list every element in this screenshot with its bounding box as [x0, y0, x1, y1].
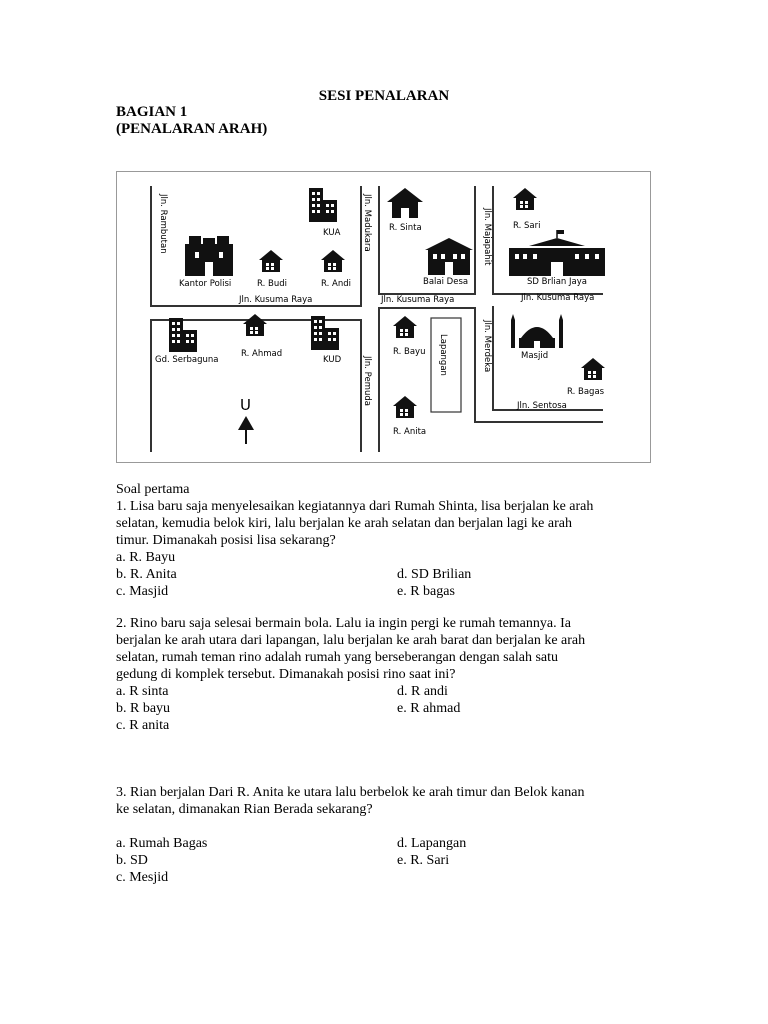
question-2-block	[116, 615, 656, 683]
masjid-icon	[511, 314, 563, 348]
kantor-polisi-icon	[185, 236, 233, 276]
sd-brilian-icon	[509, 230, 605, 276]
r-andi-icon	[321, 250, 345, 272]
north-arrow	[238, 396, 254, 444]
question-3-option-e: e. R. Sari	[397, 853, 450, 868]
label-jln-sentosa: Jln. Sentosa	[517, 401, 567, 411]
question-2-line-4: gedung di komplek tersebut. Dimanakah posisi rino saat ini?	[116, 667, 456, 682]
question-3-option-d: d. Lapangan	[397, 836, 467, 851]
section-subtitle: (PENALARAN ARAH)	[116, 121, 268, 137]
r-budi-icon	[259, 250, 283, 272]
kua-icon	[309, 188, 337, 222]
compass-label: U	[240, 396, 251, 414]
label-jln-madukara: Jln. Madukara	[362, 194, 372, 252]
label-r-andi: R. Andi	[321, 279, 351, 289]
gd-serbaguna-icon	[169, 318, 197, 352]
question-1-line-1: 1. Lisa baru saja menyelesaikan kegiatannya dari Rumah Shinta, lisa berjalan ke arah	[116, 499, 594, 514]
direction-map	[116, 171, 651, 463]
question-2-line-2: berjalan ke arah utara dari lapangan, lalu berjalan ke arah barat dan berjalan ke arah	[116, 633, 586, 648]
section-title: BAGIAN 1	[116, 104, 188, 120]
label-r-sari: R. Sari	[513, 221, 541, 231]
page-title: SESI PENALARAN	[318, 88, 450, 104]
label-r-anita: R. Anita	[393, 427, 427, 437]
question-2-option-d: d. R andi	[397, 684, 448, 699]
question-1-option-c: c. Masjid	[116, 584, 169, 599]
r-sinta-icon	[387, 188, 423, 218]
question-3-block	[116, 784, 656, 818]
label-kantor-polisi: Kantor Polisi	[179, 279, 232, 289]
r-ahmad-icon	[243, 314, 267, 336]
question-2-option-a: a. R sinta	[116, 684, 169, 699]
question-1-option-b: b. R. Anita	[116, 567, 177, 582]
r-anita-icon	[393, 396, 417, 418]
label-gd-serbaguna: Gd. Serbaguna	[155, 355, 219, 365]
question-2-option-b: b. R bayu	[116, 701, 171, 716]
r-sari-icon	[513, 188, 537, 210]
label-r-budi: R. Budi	[257, 279, 287, 289]
question-1-block	[116, 481, 656, 566]
label-r-bagas: R. Bagas	[567, 387, 605, 397]
label-kua: KUA	[323, 228, 341, 238]
question-3-line-2: ke selatan, dimanakan Rian Berada sekarang?	[116, 802, 373, 817]
balai-desa-icon	[425, 238, 473, 275]
question-3-option-b: b. SD	[116, 853, 148, 868]
question-1-option-e: e. R bagas	[397, 584, 455, 599]
question-2-option-c: c. R anita	[116, 718, 170, 733]
label-jln-pemuda: Jln. Pemuda	[362, 356, 372, 406]
question-2-option-e: e. R ahmad	[397, 701, 461, 716]
question-2-line-3: selatan, rumah teman rino adalah rumah yang berseberangan dengan salah satu	[116, 650, 558, 665]
question-3-option-a: a. Rumah Bagas	[116, 836, 208, 851]
label-jln-merdeka: Jln. Merdeka	[482, 320, 492, 373]
question-1-option-a: a. R. Bayu	[116, 550, 176, 565]
questions-heading: Soal pertama	[116, 482, 190, 497]
label-jln-kusuma-mid: Jln. Kusuma Raya	[381, 295, 455, 305]
question-3-option-c: c. Mesjid	[116, 870, 169, 885]
label-r-ahmad: R. Ahmad	[241, 349, 283, 359]
label-jln-kusuma-right: Jln. Kusuma Raya	[521, 293, 595, 303]
label-sd-brilian: SD Brlian Jaya	[527, 277, 587, 287]
question-1-line-2: selatan, kemudia belok kiri, lalu berjalan ke arah selatan dan berjalan lagi ke arah	[116, 516, 572, 531]
r-bayu-icon	[393, 316, 417, 338]
label-r-bayu: R. Bayu	[393, 347, 426, 357]
kud-icon	[311, 316, 339, 350]
question-3-line-1: 3. Rian berjalan Dari R. Anita ke utara lalu berbelok ke arah timur dan Belok kanan	[116, 785, 585, 800]
label-balai-desa: Balai Desa	[423, 277, 469, 287]
label-jln-majapahit: Jln. Majapahit	[482, 208, 492, 266]
label-masjid: Masjid	[521, 351, 549, 361]
r-bagas-icon	[581, 358, 605, 380]
label-r-sinta: R. Sinta	[389, 223, 422, 233]
label-jln-rambutan: Jln. Rambutan	[158, 194, 168, 254]
label-jln-kusuma-left: Jln. Kusuma Raya	[239, 295, 313, 305]
question-1-option-d: d. SD Brilian	[397, 567, 472, 582]
question-1-line-3: timur. Dimanakah posisi lisa sekarang?	[116, 533, 336, 548]
question-2-line-1: 2. Rino baru saja selesai bermain bola. Lalu ia ingin pergi ke rumah temannya. Ia	[116, 616, 571, 631]
label-kud: KUD	[323, 355, 342, 365]
label-lapangan: Lapangan	[438, 334, 448, 376]
